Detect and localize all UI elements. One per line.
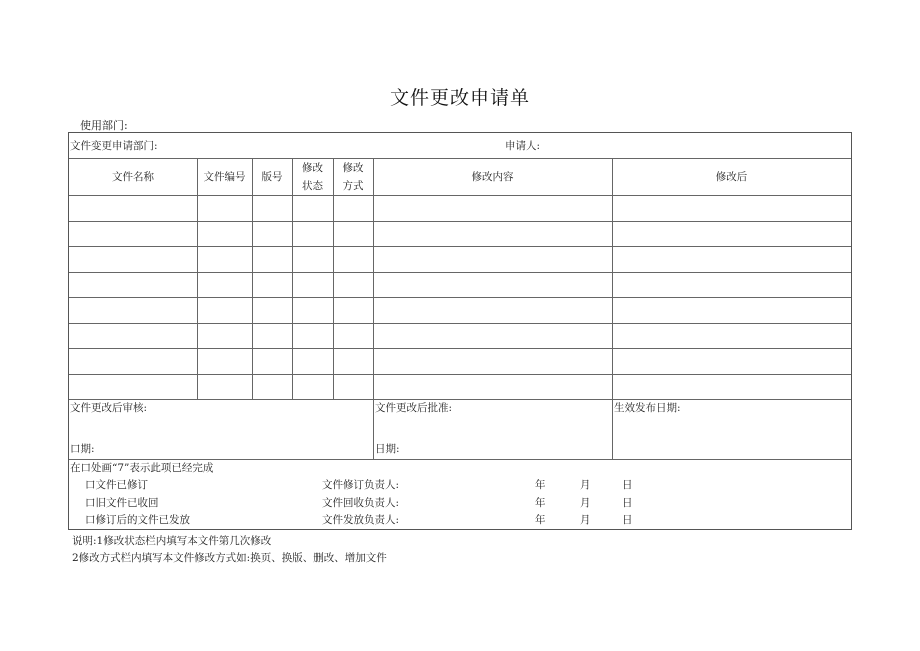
department-label: 使用部门:: [80, 119, 128, 132]
header-file-number: 文件编号: [203, 171, 246, 183]
header-status-line2: 状态: [302, 180, 323, 192]
row-divider: [69, 221, 851, 222]
col-divider: [612, 158, 613, 459]
page-title: 文件更改申请单: [389, 87, 530, 109]
applicant-label: 申请人:: [505, 140, 541, 152]
row-divider: [69, 195, 851, 196]
check-item-distributed: 口修订后的文件已发放: [85, 514, 190, 526]
header-change-content: 修改内容: [471, 171, 514, 183]
check-item-recalled: 口旧文件已收回: [85, 497, 159, 509]
review-label: 文件更改后审核:: [70, 402, 148, 414]
row-divider: [69, 459, 851, 460]
header-method-line2: 方式: [342, 180, 364, 192]
row-divider: [69, 323, 851, 324]
header-status-line1: 修改: [302, 162, 323, 174]
month-label: 月: [580, 479, 591, 491]
approve-date-label: 日期:: [375, 443, 400, 455]
day-label: 日: [622, 479, 633, 491]
note-line-2: 2修改方式栏内填写本文件修改方式如:换页、换版、删改、增加文件: [72, 552, 387, 564]
row-divider: [69, 297, 851, 298]
check-item-revised: 口文件已修订: [85, 479, 148, 491]
col-divider: [197, 158, 198, 399]
responsible-recalled: 文件回收负责人:: [322, 497, 400, 509]
header-file-name: 文件名称: [112, 171, 154, 183]
row-divider: [69, 246, 851, 247]
header-version: 版号: [261, 171, 283, 183]
month-label: 月: [580, 497, 591, 509]
col-divider: [373, 158, 374, 459]
review-date-label: 口期:: [70, 443, 95, 455]
col-divider: [252, 158, 253, 399]
row-divider: [69, 158, 851, 159]
month-label: 月: [580, 514, 591, 526]
day-label: 日: [622, 497, 633, 509]
row-divider: [69, 272, 851, 273]
header-method-line1: 修改: [342, 162, 364, 174]
responsible-distributed: 文件发放负责人:: [322, 514, 400, 526]
year-label: 年: [535, 514, 546, 526]
request-dept-label: 文件变更申请部门:: [70, 140, 158, 152]
approve-label: 文件更改后批准:: [375, 402, 453, 414]
day-label: 日: [622, 514, 633, 526]
responsible-revised: 文件修订负责人:: [322, 479, 400, 491]
row-divider: [69, 374, 851, 375]
header-after-change: 修改后: [715, 171, 748, 183]
year-label: 年: [535, 479, 546, 491]
row-divider: [69, 399, 851, 400]
effective-date-label: 生效发布日期:: [614, 402, 681, 414]
year-label: 年: [535, 497, 546, 509]
note-line-1: 说明:1修改状态栏内填写本文件第几次修改: [72, 535, 272, 547]
change-request-form: [68, 132, 852, 530]
row-divider: [69, 348, 851, 349]
completion-header: 在口处画“7”表示此项已经完成: [70, 462, 214, 474]
